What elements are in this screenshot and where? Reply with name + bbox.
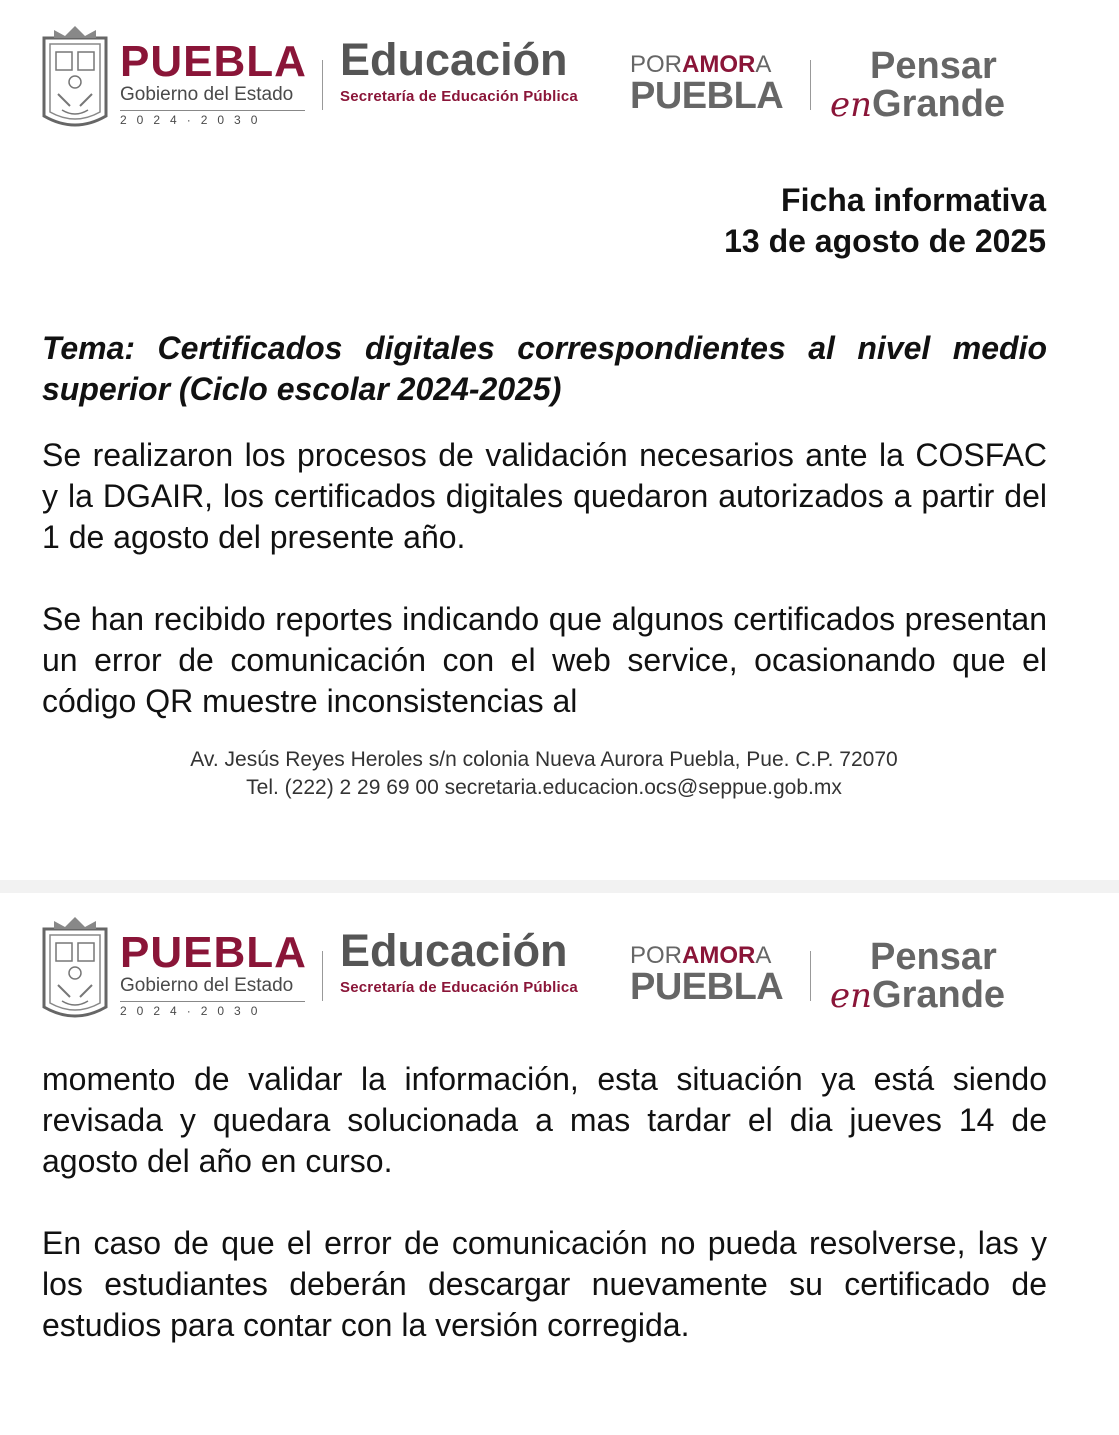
- logo-divider: [322, 951, 323, 1001]
- puebla-logo-subtitle: Gobierno del Estado: [120, 84, 294, 105]
- logo-divider: [322, 60, 323, 110]
- amor-bottom-text: PUEBLA: [630, 966, 784, 1008]
- footer-address: Av. Jesús Reyes Heroles s/n colonia Nueva Aurora Puebla, Pue. C.P. 72070: [190, 748, 898, 771]
- puebla-logo-title: PUEBLA: [120, 928, 307, 977]
- state-coat-of-arms-icon: [40, 24, 110, 136]
- pensar-word: Pensar: [870, 936, 997, 978]
- grande-word: Grande: [872, 83, 1006, 125]
- letterhead: [40, 24, 1040, 136]
- education-logo-subtitle: Secretaría de Educación Pública: [340, 88, 578, 105]
- amor-suffix: A: [755, 51, 772, 78]
- amor-bottom-text: PUEBLA: [630, 75, 784, 117]
- education-logo-title: Educación: [340, 34, 568, 85]
- document-topic: Tema: Certificados digitales correspondientes al nivel medio superior (Ciclo escolar 2024-2025): [42, 330, 1047, 407]
- logo-divider: [810, 60, 811, 110]
- pensar-word: Pensar: [870, 45, 997, 87]
- paragraph-4: En caso de que el error de comunicación no pueda resolverse, las y los estudiantes deberán descargar nuevamente su certificado de estudios para contar con la versión corregida.: [42, 1225, 1047, 1343]
- puebla-logo-years: 2024·2030: [120, 1001, 305, 1018]
- puebla-logo-title: PUEBLA: [120, 37, 307, 86]
- por-amor-a-puebla-logo: [630, 942, 800, 1008]
- education-logo: [340, 36, 600, 105]
- amor-prefix: POR: [630, 51, 683, 78]
- document-meta: [724, 180, 1046, 262]
- document-date: 13 de agosto de 2025: [724, 223, 1046, 259]
- pensar-en-word: en: [830, 976, 873, 1016]
- letterhead: [40, 915, 1040, 1027]
- amor-word: AMOR: [682, 942, 756, 969]
- footer-contact: Tel. (222) 2 29 69 00 secretaria.educacion.ocs@seppue.gob.mx: [246, 776, 842, 799]
- puebla-government-logo: [120, 37, 350, 127]
- logo-divider: [810, 951, 811, 1001]
- amor-suffix: A: [755, 942, 772, 969]
- amor-word: AMOR: [682, 51, 756, 78]
- paragraph-2: Se han recibido reportes indicando que algunos certificados presentan un error de comunicación con el web service, ocasionando que el código QR muestre inconsistencias al: [42, 601, 1047, 719]
- puebla-logo-subtitle: Gobierno del Estado: [120, 975, 294, 996]
- education-logo-subtitle: Secretaría de Educación Pública: [340, 979, 578, 996]
- paragraph-1: Se realizaron los procesos de validación necesarios ante la COSFAC y la DGAIR, los certificados digitales quedaron autorizados a partir del 1 de agosto del presente año.: [42, 437, 1047, 555]
- document-type: Ficha informativa: [781, 182, 1046, 218]
- education-logo-title: Educación: [340, 925, 568, 976]
- pensar-en-grande-logo: [830, 45, 1040, 125]
- amor-prefix: POR: [630, 942, 683, 969]
- puebla-government-logo: [120, 928, 350, 1018]
- por-amor-a-puebla-logo: [630, 51, 800, 117]
- paragraph-3: momento de validar la información, esta situación ya está siendo revisada y quedara solucionada a mas tardar el dia jueves 14 de agosto del año en curso.: [42, 1061, 1047, 1179]
- grande-word: Grande: [872, 974, 1006, 1016]
- education-logo: [340, 927, 600, 996]
- state-coat-of-arms-icon: [40, 915, 110, 1027]
- pensar-en-word: en: [830, 85, 873, 125]
- page-footer: [0, 746, 1088, 802]
- puebla-logo-years: 2024·2030: [120, 110, 305, 127]
- pensar-en-grande-logo: [830, 936, 1040, 1016]
